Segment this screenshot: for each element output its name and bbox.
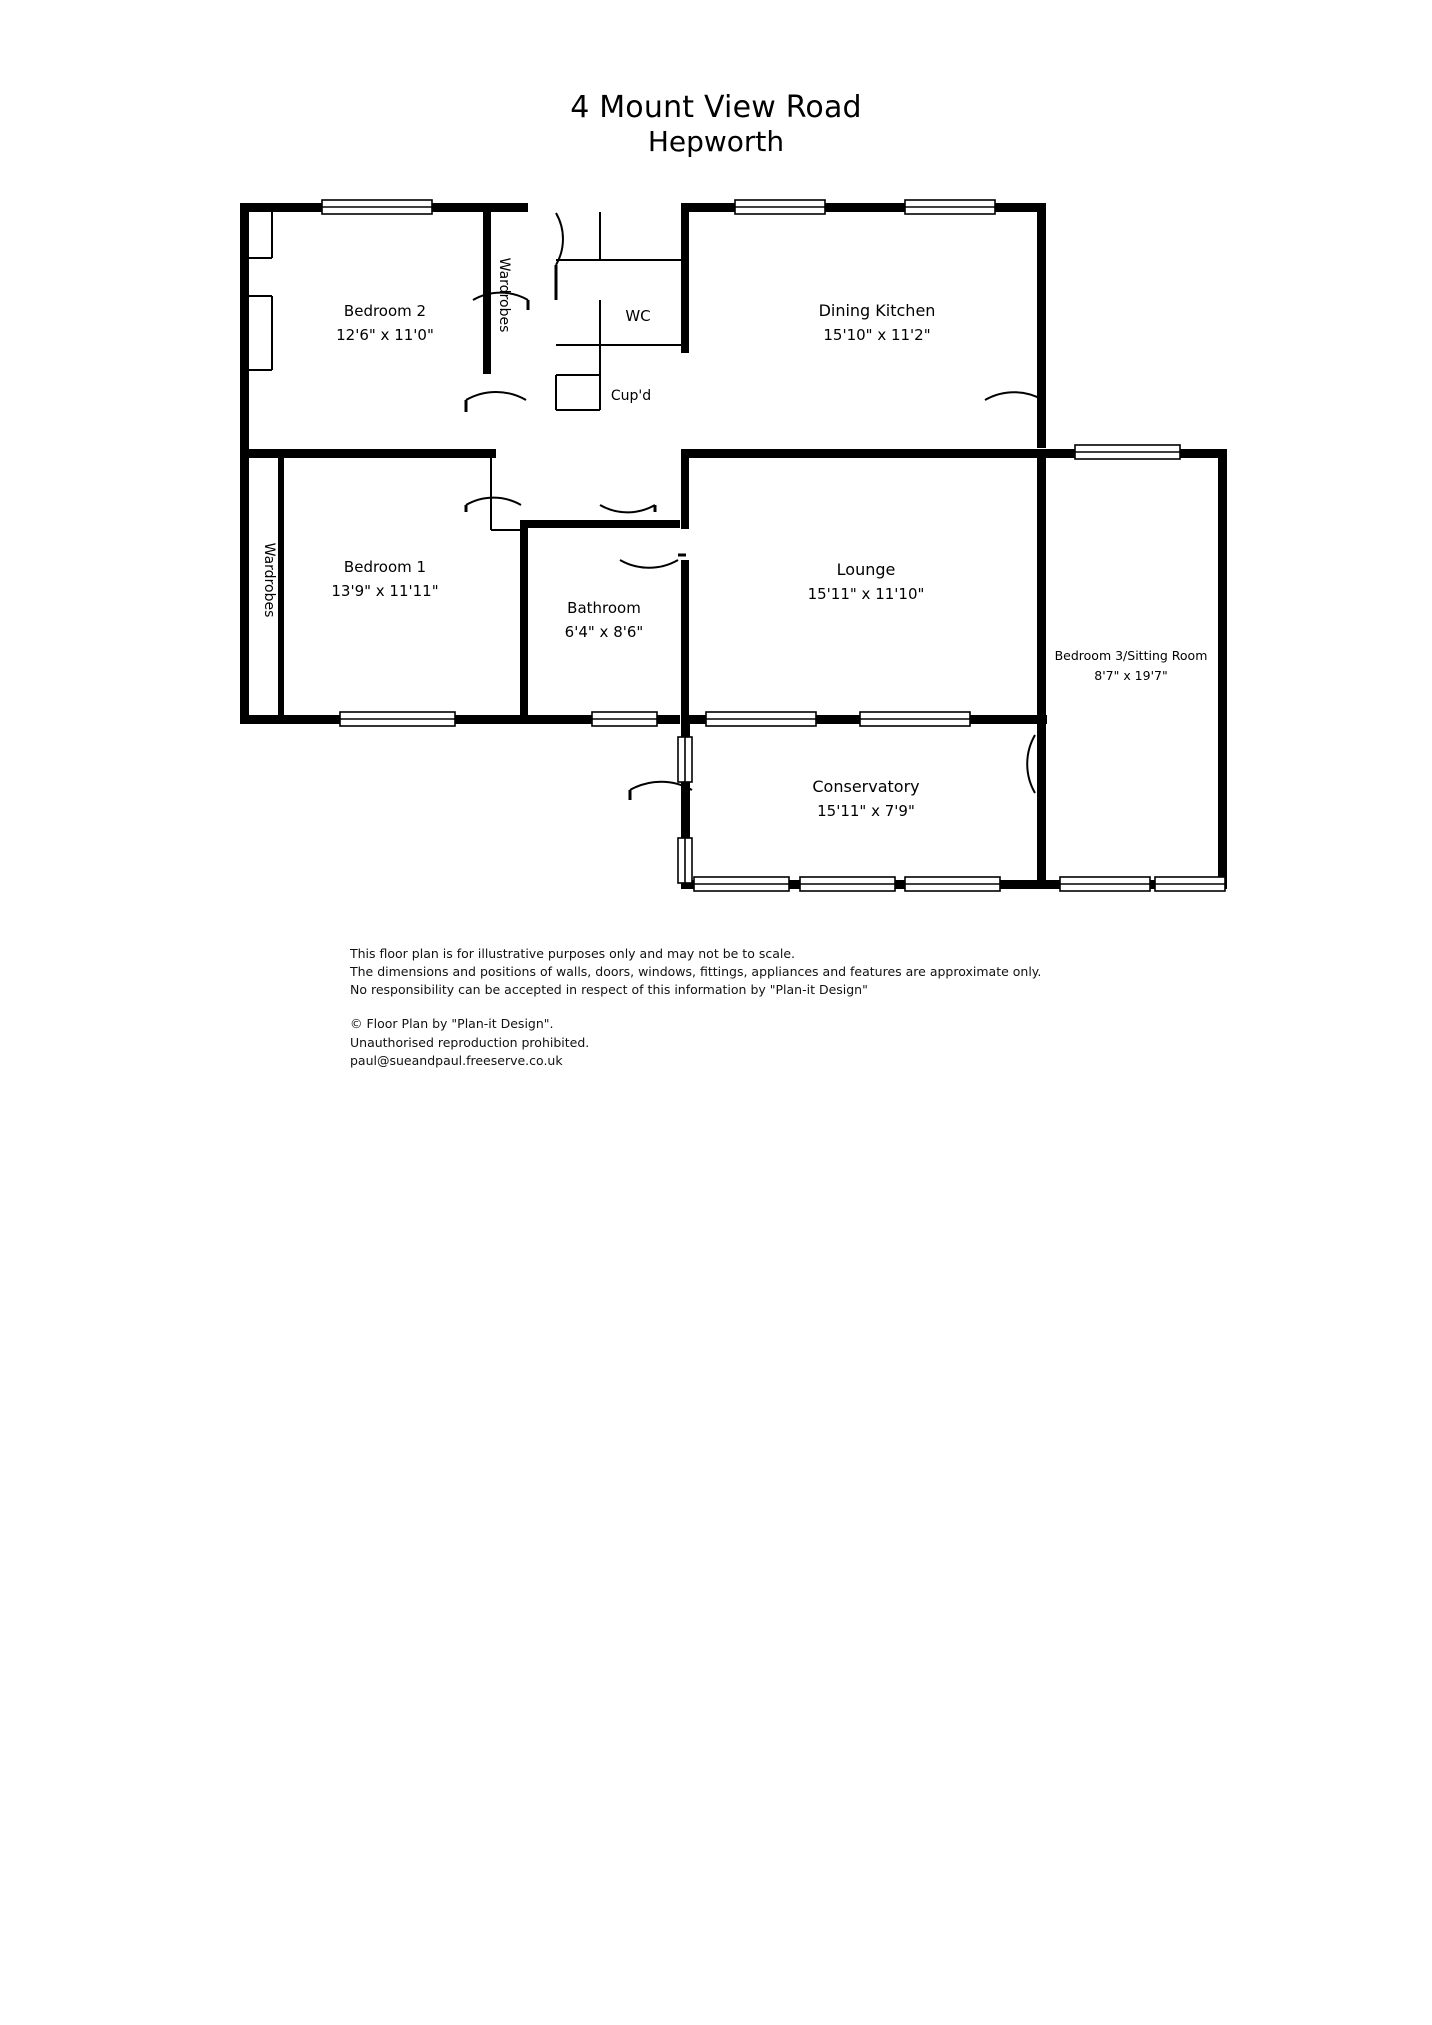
windows: [322, 200, 1225, 891]
copyright-line-1: © Floor Plan by "Plan-it Design".: [350, 1016, 554, 1032]
room-dims-bedroom2: 12'6" x 11'0": [336, 326, 434, 344]
room-label-lounge: Lounge: [836, 560, 896, 579]
room-label-dining-kitchen: Dining Kitchen: [818, 301, 936, 320]
room-label-conservatory: Conservatory: [812, 777, 920, 796]
room-dims-bedroom1: 13'9" x 11'11": [331, 582, 439, 600]
room-label-bedroom3: Bedroom 3/Sitting Room: [1054, 648, 1208, 663]
room-label-bathroom: Bathroom: [567, 599, 641, 617]
disclaimer-line-3: No responsibility can be accepted in respect of this information by "Plan-it Design": [350, 982, 868, 998]
copyright-line-2: Unauthorised reproduction prohibited.: [350, 1034, 590, 1050]
disclaimer-line-1: This floor plan is for illustrative purposes only and may not be to scale.: [350, 946, 795, 961]
room-labels: [331, 301, 1207, 820]
room-label-bedroom1: Bedroom 1: [343, 558, 427, 576]
room-dims-conservatory: 15'11" x 7'9": [817, 802, 915, 820]
room-label-wc: WC: [625, 307, 651, 325]
doors: [466, 213, 1043, 793]
interior-lines: [249, 212, 681, 530]
label-wardrobes-bedroom1: Wardrobes: [261, 542, 277, 618]
contact-email: paul@sueandpaul.freeserve.co.uk: [350, 1052, 563, 1068]
room-label-cupboard: Cup'd: [610, 388, 652, 404]
title-locality: Hepworth: [647, 125, 785, 159]
room-dims-bedroom3: 8'7" x 19'7": [1094, 668, 1168, 683]
plan-notes: [350, 945, 1170, 1070]
room-dims-dining-kitchen: 15'10" x 11'2": [823, 326, 931, 344]
room-label-bedroom2: Bedroom 2: [343, 302, 427, 320]
room-dims-bathroom: 6'4" x 8'6": [564, 623, 644, 641]
title-address: 4 Mount View Road: [570, 90, 862, 125]
room-dims-lounge: 15'11" x 11'10": [807, 585, 925, 603]
disclaimer-line-2: The dimensions and positions of walls, doors, windows, fittings, appliances and features are approximate only.: [350, 964, 1042, 980]
label-wardrobes-bedroom2: Wardrobes: [496, 257, 512, 333]
